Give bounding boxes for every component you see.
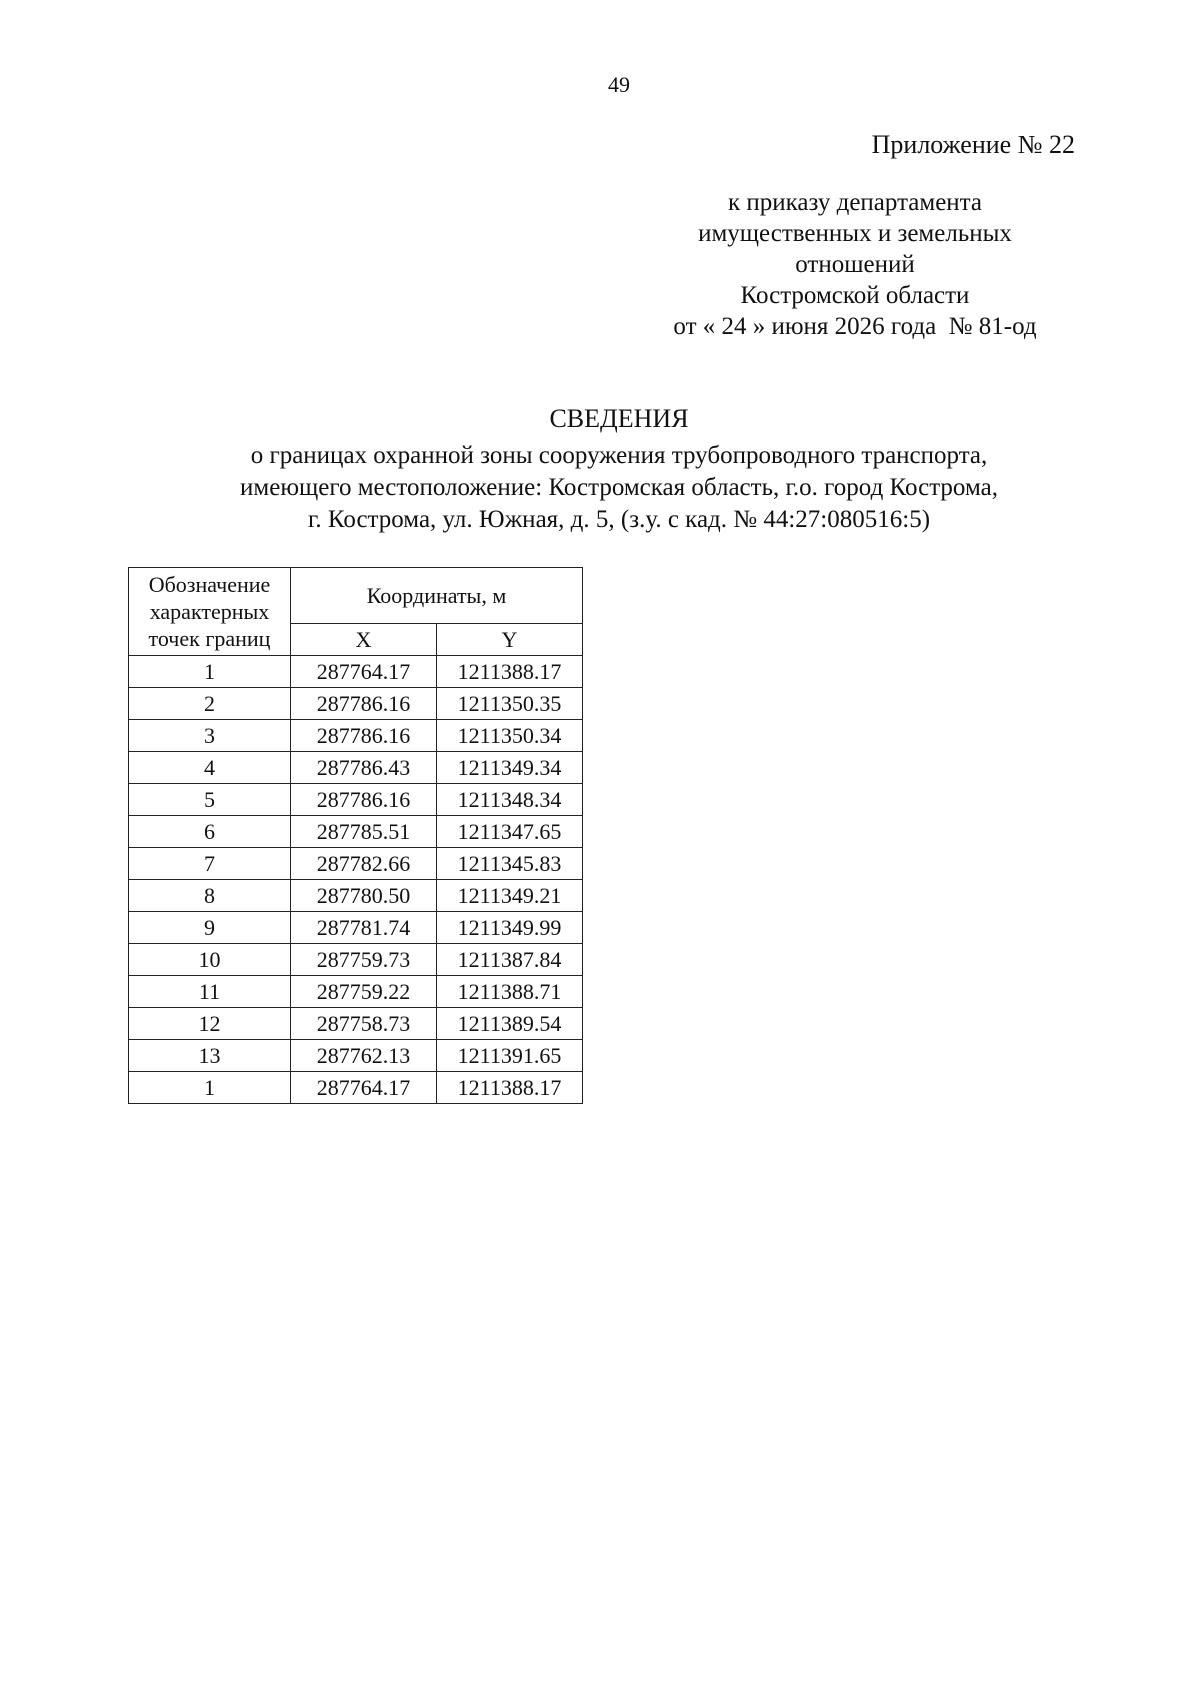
point-cell: 7 xyxy=(129,848,291,880)
table-row xyxy=(129,944,583,976)
x-coordinate-cell: 287764.17 xyxy=(291,656,437,688)
header-line: характерных xyxy=(149,599,270,624)
order-line: отношений xyxy=(795,251,915,278)
y-coordinate-cell: 1211348.34 xyxy=(437,784,583,816)
table-row xyxy=(129,976,583,1008)
point-cell: 1 xyxy=(129,1072,291,1104)
page-number: 49 xyxy=(608,72,630,97)
y-coordinate-cell: 1211388.17 xyxy=(437,1072,583,1104)
table-row xyxy=(129,848,583,880)
x-coordinate-cell: 287786.16 xyxy=(291,688,437,720)
point-cell: 1 xyxy=(129,656,291,688)
table-row xyxy=(129,816,583,848)
header-line: точек границ xyxy=(148,626,271,651)
point-cell: 10 xyxy=(129,944,291,976)
subheading-line: г. Кострома, ул. Южная, д. 5, (з.у. с кад. № 44:27:080516:5) xyxy=(307,506,931,533)
point-cell: 12 xyxy=(129,1008,291,1040)
table-row xyxy=(129,688,583,720)
point-cell: 6 xyxy=(129,816,291,848)
x-coordinate-cell: 287762.13 xyxy=(291,1040,437,1072)
x-column-header: X xyxy=(291,624,437,656)
y-coordinate-cell: 1211349.34 xyxy=(437,752,583,784)
order-reference xyxy=(615,187,1095,342)
x-coordinate-cell: 287758.73 xyxy=(291,1008,437,1040)
x-coordinate-cell: 287786.43 xyxy=(291,752,437,784)
y-coordinate-cell: 1211387.84 xyxy=(437,944,583,976)
x-coordinate-cell: 287764.17 xyxy=(291,1072,437,1104)
document-heading: СВЕДЕНИЯ xyxy=(549,404,689,433)
table-row xyxy=(129,1072,583,1104)
y-coordinate-cell: 1211347.65 xyxy=(437,816,583,848)
point-cell: 11 xyxy=(129,976,291,1008)
y-coordinate-cell: 1211350.35 xyxy=(437,688,583,720)
appendix-label: Приложение № 22 xyxy=(871,130,1075,159)
document-subheading xyxy=(0,440,1200,536)
table-row xyxy=(129,720,583,752)
table-row xyxy=(129,912,583,944)
point-column-header xyxy=(129,568,291,656)
y-coordinate-cell: 1211388.71 xyxy=(437,976,583,1008)
point-cell: 3 xyxy=(129,720,291,752)
table-row xyxy=(129,1008,583,1040)
point-cell: 13 xyxy=(129,1040,291,1072)
y-coordinate-cell: 1211345.83 xyxy=(437,848,583,880)
x-coordinate-cell: 287785.51 xyxy=(291,816,437,848)
subheading-line: имеющего местоположение: Костромская область, г.о. город Кострома, xyxy=(240,474,998,501)
y-coordinate-cell: 1211349.21 xyxy=(437,880,583,912)
coordinates-table xyxy=(128,567,583,1104)
order-line: имущественных и земельных xyxy=(698,220,1012,247)
point-cell: 5 xyxy=(129,784,291,816)
x-coordinate-cell: 287782.66 xyxy=(291,848,437,880)
coordinates-header: Координаты, м xyxy=(291,568,583,624)
table-row xyxy=(129,784,583,816)
table-row xyxy=(129,656,583,688)
x-coordinate-cell: 287781.74 xyxy=(291,912,437,944)
order-line: Костромской области xyxy=(740,282,970,309)
y-coordinate-cell: 1211349.99 xyxy=(437,912,583,944)
table-row xyxy=(129,1040,583,1072)
subheading-line: о границах охранной зоны сооружения трубопроводного транспорта, xyxy=(250,442,988,469)
y-coordinate-cell: 1211391.65 xyxy=(437,1040,583,1072)
y-coordinate-cell: 1211389.54 xyxy=(437,1008,583,1040)
order-line: к приказу департамента xyxy=(727,189,983,216)
coordinates-table-body xyxy=(129,656,583,1104)
table-row xyxy=(129,880,583,912)
point-cell: 4 xyxy=(129,752,291,784)
x-coordinate-cell: 287786.16 xyxy=(291,784,437,816)
y-coordinate-cell: 1211350.34 xyxy=(437,720,583,752)
point-cell: 9 xyxy=(129,912,291,944)
x-coordinate-cell: 287780.50 xyxy=(291,880,437,912)
point-cell: 8 xyxy=(129,880,291,912)
x-coordinate-cell: 287759.73 xyxy=(291,944,437,976)
header-line: Обозначение xyxy=(148,572,271,597)
point-cell: 2 xyxy=(129,688,291,720)
x-coordinate-cell: 287786.16 xyxy=(291,720,437,752)
order-date-number: от « 24 » июня 2026 года № 81-од xyxy=(673,313,1037,340)
x-coordinate-cell: 287759.22 xyxy=(291,976,437,1008)
table-row xyxy=(129,752,583,784)
y-column-header: Y xyxy=(437,624,583,656)
y-coordinate-cell: 1211388.17 xyxy=(437,656,583,688)
